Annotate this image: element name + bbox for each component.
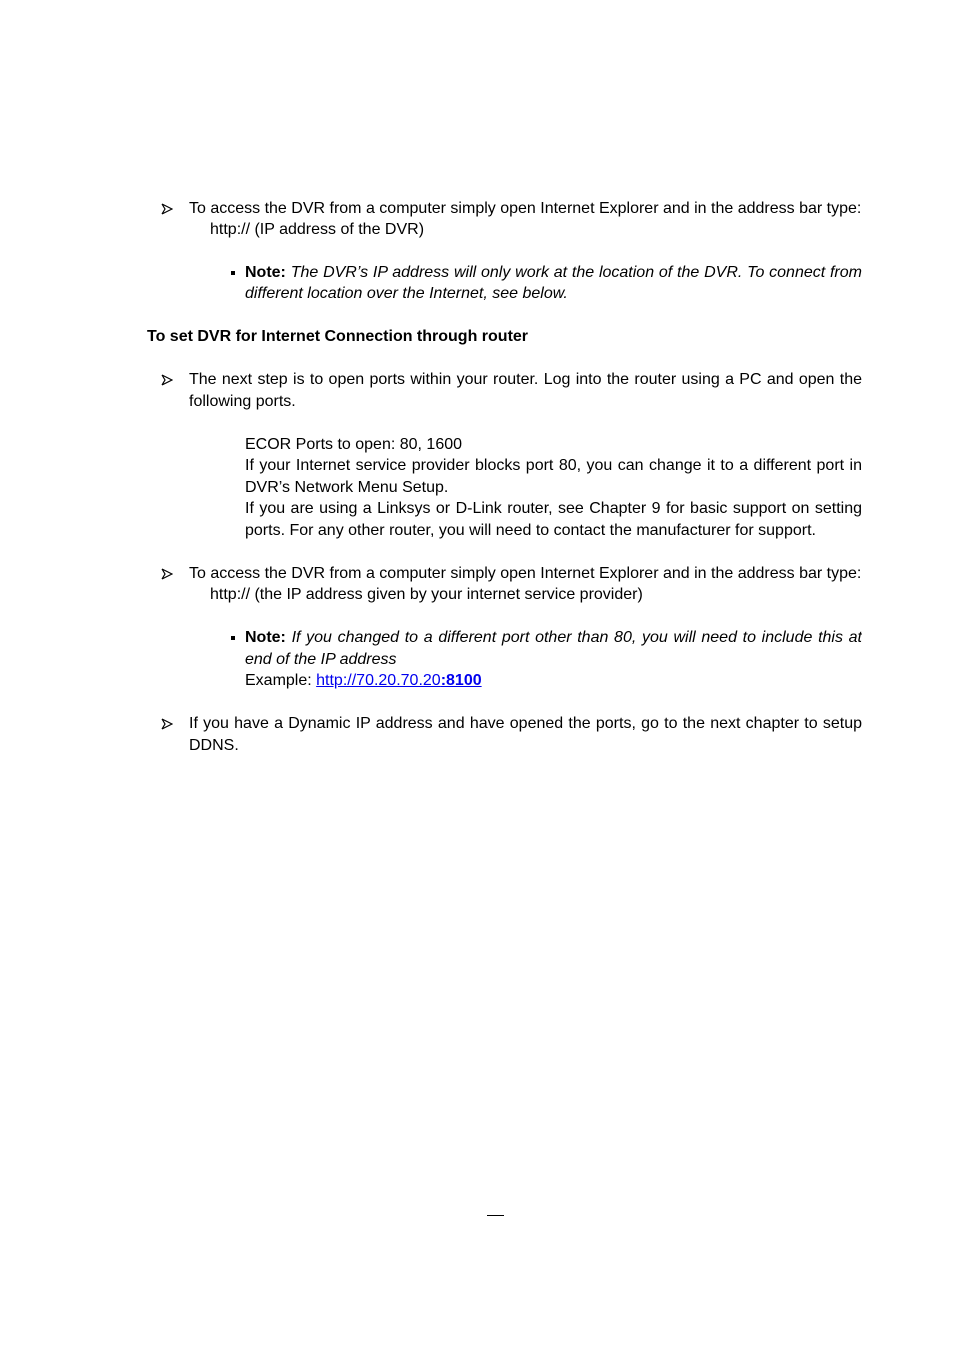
note-text: The DVR’s IP address will only work at the location of the DVR. To connect from: [290, 264, 862, 281]
ports-text: ECOR Ports to open: 80, 1600: [245, 436, 463, 453]
square-bullet-icon: [231, 271, 235, 275]
router-step-line-2: following ports.: [189, 393, 296, 410]
router-support-line-1: If you are using a Linksys or D-Link router, see Chapter 9 for basic support on setting: [245, 500, 862, 517]
arrowhead-bullet-icon: [161, 369, 173, 391]
footer-rule: [487, 1215, 504, 1216]
example-line: [245, 670, 482, 692]
ddns-line-2: DDNS.: [189, 737, 239, 754]
ddns-line-1: If you have a Dynamic IP address and have opened the ports, go to the next chapter to setup: [189, 715, 862, 732]
isp-line-1: If your Internet service provider blocks port 80, you can change it to a different port in: [245, 457, 862, 474]
router-support-line-2: ports. For any other router, you will need to contact the manufacturer for support.: [245, 522, 816, 539]
isp-line-2: DVR’s Network Menu Setup.: [245, 479, 449, 496]
note-text: If you changed to a different port other than 80, you will need to include this at: [291, 629, 862, 646]
port-note-line-1: [245, 627, 862, 649]
arrowhead-bullet-icon: [161, 713, 173, 735]
note-label: Note:: [245, 264, 286, 281]
address-format-text: http:// (IP address of the DVR): [210, 221, 425, 238]
square-bullet-icon: [231, 636, 235, 640]
access-instruction-text-2: To access the DVR from a computer simply open Internet Explorer and in the address bar type:: [189, 565, 862, 582]
arrowhead-bullet-icon: [161, 198, 173, 220]
example-label: Example:: [245, 672, 317, 689]
note-line-1: [245, 262, 862, 284]
example-url: http://70.20.70.20: [316, 672, 441, 689]
example-url-link[interactable]: [316, 672, 481, 689]
port-note-line-2: end of the IP address: [245, 651, 397, 668]
router-step-line-1: The next step is to open ports within your router. Log into the router using a PC and open the: [189, 371, 862, 388]
arrowhead-bullet-icon: [161, 563, 173, 585]
access-instruction-text: To access the DVR from a computer simply open Internet Explorer and in the address bar type:: [189, 200, 862, 217]
address-format-text-2: http:// (the IP address given by your internet service provider): [210, 586, 643, 603]
section-heading: To set DVR for Internet Connection through router: [147, 328, 529, 345]
example-port: :8100: [440, 672, 482, 689]
note-line-2: different location over the Internet, see below.: [245, 285, 568, 302]
note-label: Note:: [245, 629, 286, 646]
